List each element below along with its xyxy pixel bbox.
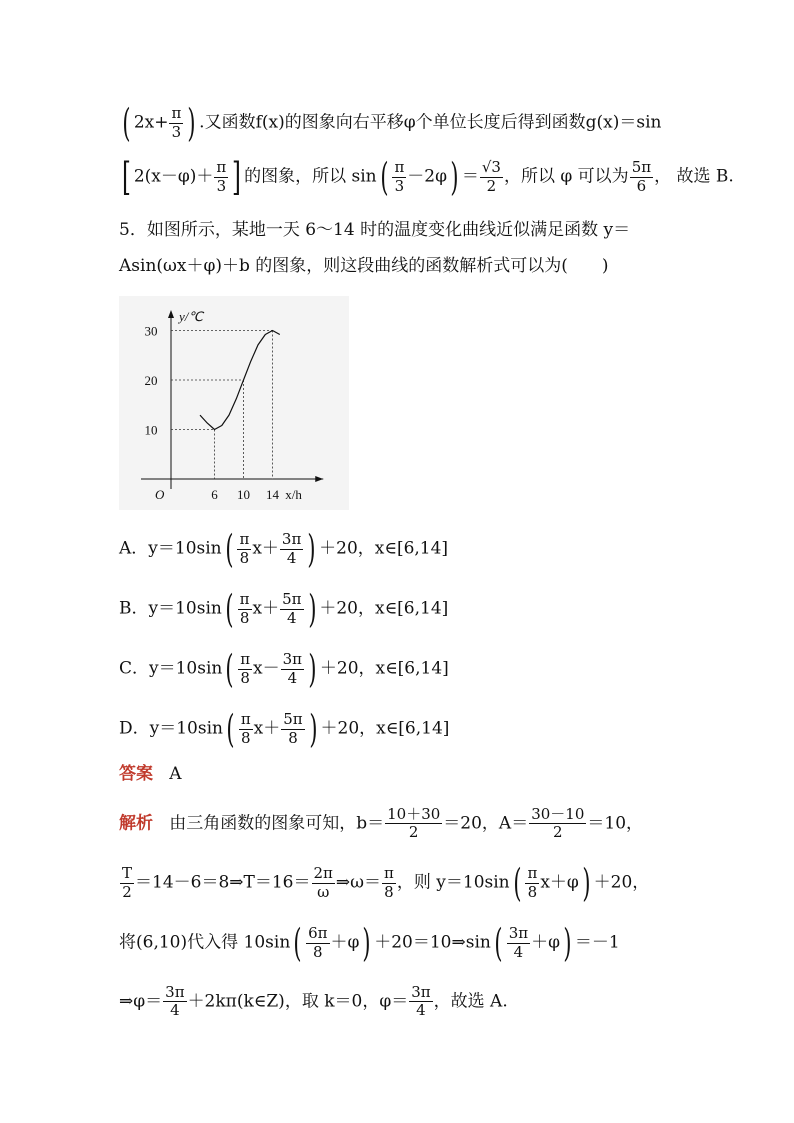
x-axis-arrow [315,476,323,482]
x-tick-label: 14 [266,487,279,502]
origin-label: O [155,487,165,502]
question-line-2: Asin(ωx＋φ)＋b 的图象，则这段曲线的函数解析式可以为( ) [119,256,609,276]
fraction-pi-over-3: $\frac{\pi}{3}$ [171,104,182,141]
prev-expr-lead: 2x+ [133,112,169,133]
analysis-label: 解析 [119,813,153,834]
temperature-chart [119,296,349,510]
option-a[interactable]: A．y＝10sin( $\frac{\pi}{8}$ x＋ $\frac{3\pi}{4}$ ) ＋20，x∈[6,14] [119,527,449,571]
prev-solution-line-1: ( 2x+ $\frac{\pi}{3}$ ) .又函数f(x)的图象向右平移φ个单位长度后得到函数g(x)＝sin [122,101,662,145]
y-tick-label: 10 [144,422,158,438]
x-tick-label: 6 [211,487,218,502]
prev-text-1: .又函数f(x)的图象向右平移φ个单位长度后得到函数g(x)＝sin [199,112,662,133]
option-c[interactable]: C．y＝10sin( $\frac{\pi}{8}$ x－ $\frac{3\pi}{4}$ ) ＋20，x∈[6,14] [119,647,449,691]
question-line-1: 5．如图所示，某地一天 6～14 时的温度变化曲线近似满足函数 y＝ [119,220,631,240]
option-d[interactable]: D．y＝10sin( $\frac{\pi}{8}$ x＋ $\frac{5\pi}{8}$ ) ＋20，x∈[6,14] [119,707,450,751]
y-axis-arrow [168,310,174,318]
chart-svg [119,296,349,510]
y-axis-label: y/℃ [179,309,203,324]
answer-line [119,766,684,783]
x-axis-label: x/h [285,487,302,502]
analysis-line-4: ⇒φ＝ $\frac{3\pi}{4}$ ＋2kπ(k∈Z)，取 k＝0，φ＝ $\frac{3\pi}{4}$ ，故选 A. [119,983,508,1020]
answer-label: 答案 [119,764,153,784]
analysis-line-1: 解析 由三角函数的图象可知，b＝ $\frac{10+30}{2}$ ＝20，A＝ $\frac{30-10}{2}$ ＝10， [119,805,644,842]
y-tick-label: 30 [144,323,158,339]
option-b[interactable]: B．y＝10sin( $\frac{\pi}{8}$ x＋ $\frac{5\pi}{4}$ ) ＋20，x∈[6,14] [119,587,449,631]
analysis-line-3: 将(6,10)代入得 10sin( $\frac{6\pi}{8}$ ＋φ) ＋20＝10⇒sin( $\frac{3\pi}{4}$ ＋φ) ＝－1 [119,921,620,965]
prev-solution-line-2: [ 2(x－φ)＋ $\frac{\pi}{3}$ ] 的图象，所以 sin( $\frac{\pi}{3}$ －2φ) ＝ $\frac{√3}{2}$ ，所以 φ 可以为 $\frac{5\pi}{6}$ ， 故选 B. [121,155,734,199]
answer-value: A [169,764,182,784]
y-tick-label: 20 [144,373,158,388]
x-tick-label: 10 [237,487,250,502]
analysis-line-2: $\frac{T}{2}$ ＝14－6＝8⇒T＝16＝ $\frac{2\pi}{\omega}$ ⇒ω＝ $\frac{\pi}{8}$ ，则 y＝10sin( $\frac{\pi}{8}$ x＋φ) ＋20， [122,861,650,905]
